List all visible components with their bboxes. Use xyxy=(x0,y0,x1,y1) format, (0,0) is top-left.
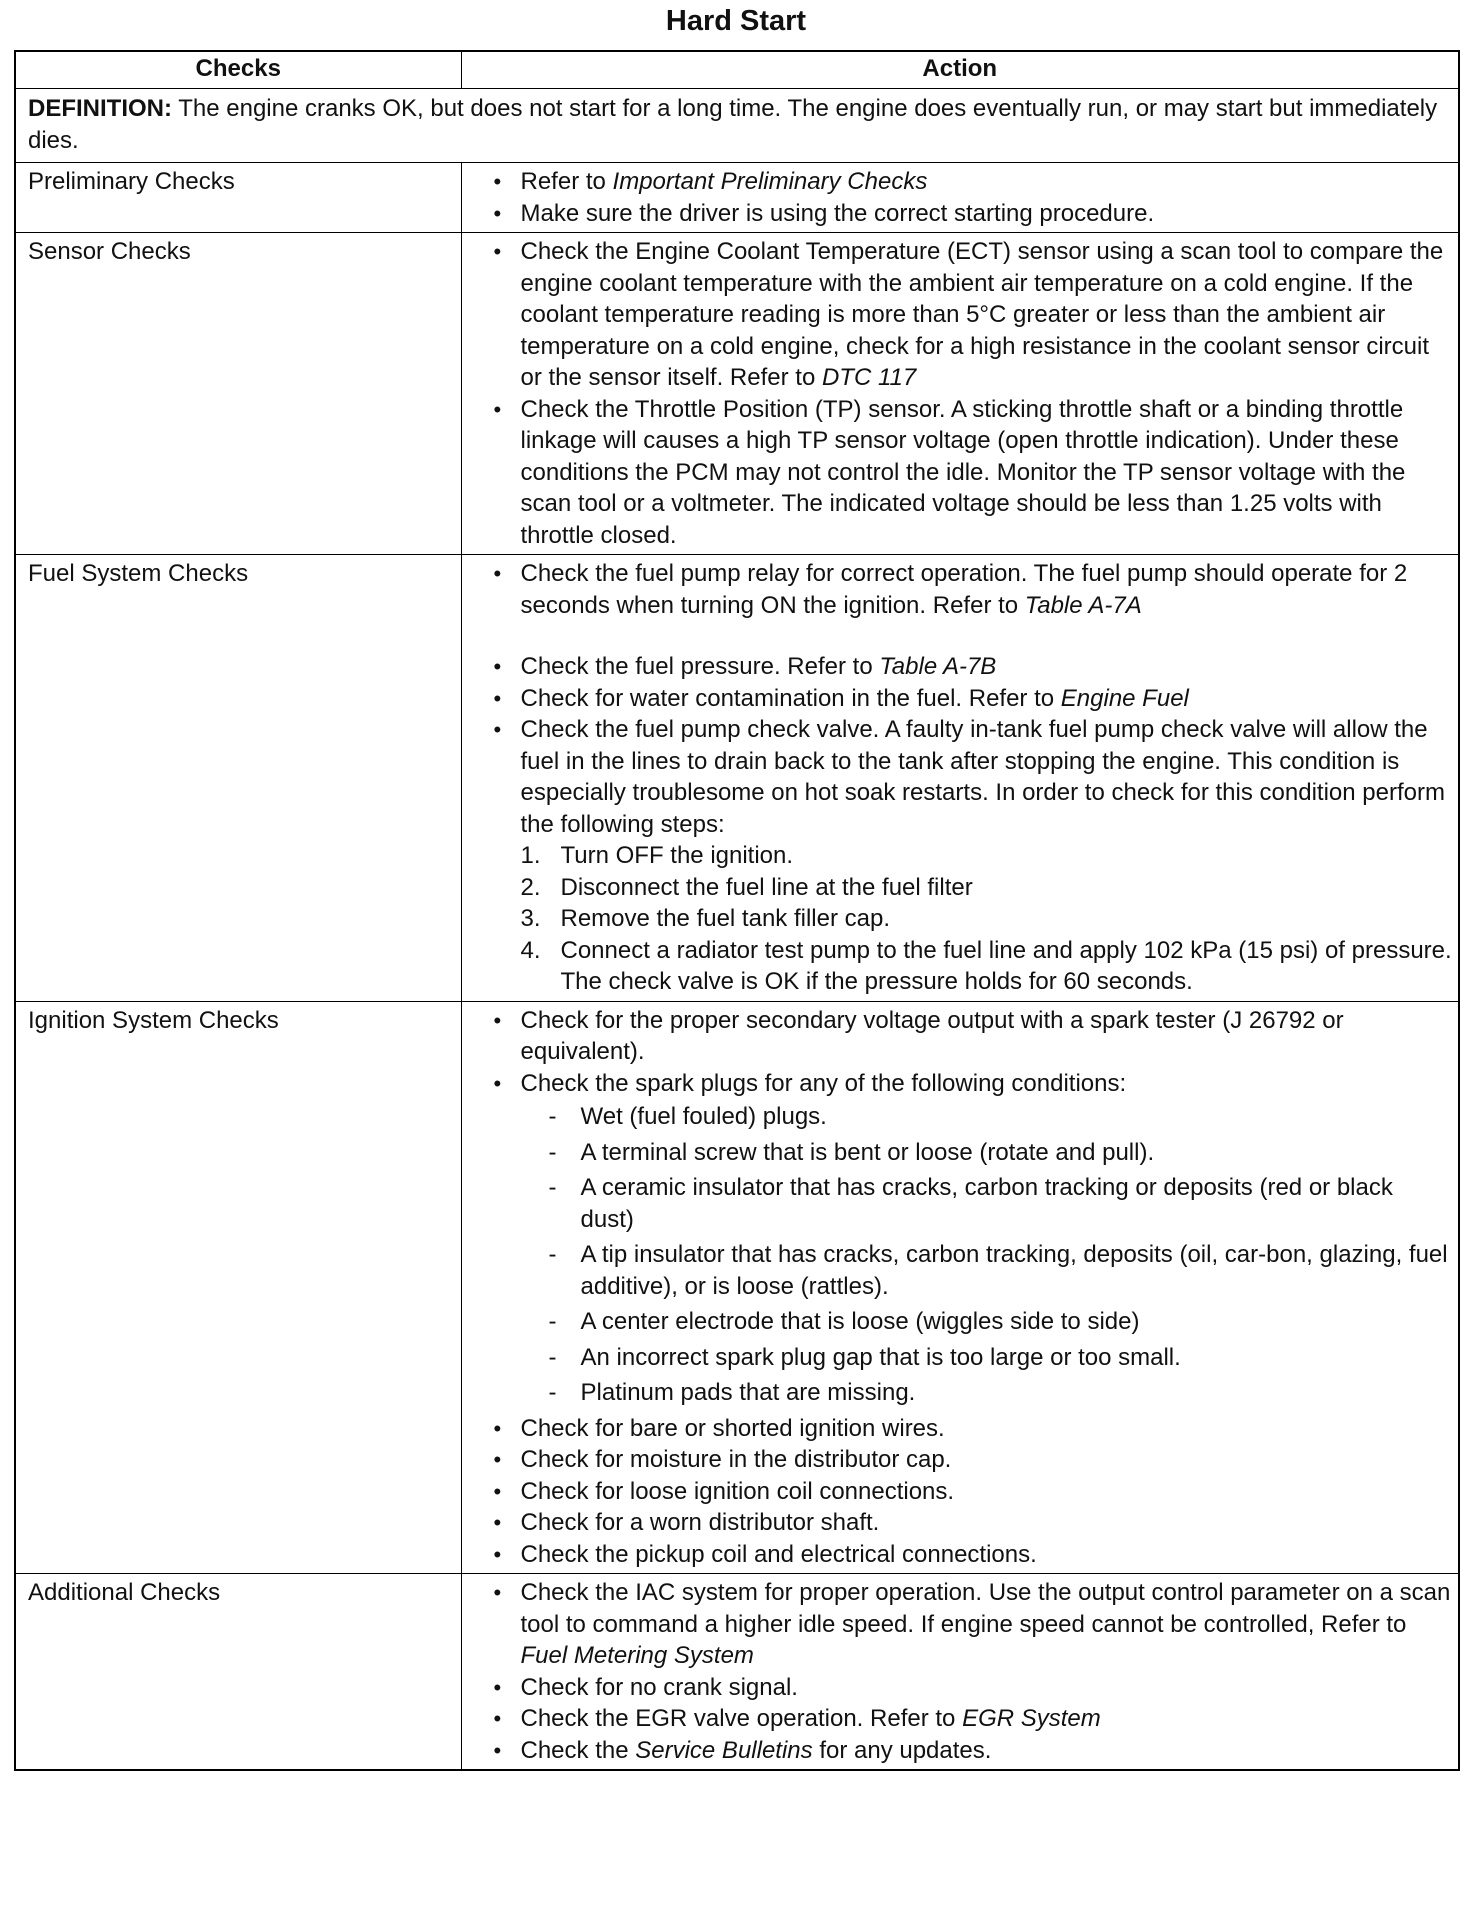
bullet-text: Check for water contamination in the fuel. Refer to xyxy=(520,684,1061,712)
dash-item: - Platinum pads that are missing. xyxy=(521,1377,1453,1409)
definition-label: DEFINITION: xyxy=(28,95,172,122)
step-text: Disconnect the fuel line at the fuel filter xyxy=(560,873,973,901)
action-column-header: Action xyxy=(461,51,1459,89)
list-item: • Check for no crank signal. xyxy=(492,1672,1453,1704)
bullet-text: Check the fuel pressure. Refer to xyxy=(520,653,880,680)
definition-text: The engine cranks OK, but does not start for a long time. The engine does eventually run, or may start but immediately dies. xyxy=(28,95,1438,154)
list-item xyxy=(492,683,1453,715)
check-cell-preliminary: Preliminary Checks xyxy=(15,163,461,233)
table-row xyxy=(15,233,1459,555)
list-item: • Check the Throttle Position (TP) sensor. A sticking throttle shaft or a binding throttle linkage will causes a high TP sensor voltage (open throttle indication). Under these conditions the PCM may not control the idle. Monitor the TP sensor voltage with the scan tool or a voltmeter. The indicated voltage should be less than 1.25 volts with throttle closed. xyxy=(492,394,1453,552)
step-number: 4. xyxy=(520,936,541,964)
bullet-text: Check the fuel pump check valve. A faulty in-tank fuel pump check valve will allow the fuel in the lines to drain back to the tank after stopping the engine. This condition is especially troublesome on hot soak restarts. In order to check for this condition perform the following steps: xyxy=(520,716,1445,838)
dash-list xyxy=(521,1101,1453,1409)
reference-link: Service Bulletins xyxy=(635,1736,813,1764)
action-cell-fuel xyxy=(461,555,1459,1002)
action-cell-sensor xyxy=(461,233,1459,555)
list-item xyxy=(492,1703,1453,1735)
check-cell-ignition: Ignition System Checks xyxy=(15,1001,461,1574)
dash-item: - A tip insulator that has cracks, carbon tracking, deposits (oil, car-bon, glazing, fuel additive), or is loose (rattles). xyxy=(521,1239,1453,1302)
step-number: 3. xyxy=(520,905,541,932)
reference-link: DTC 117 xyxy=(821,364,917,391)
list-item: • Check for loose ignition coil connections. xyxy=(492,1476,1453,1508)
action-cell-ignition xyxy=(461,1001,1459,1574)
bullet-text: Check the IAC system for proper operation. Use the output control parameter on a scan tool to command a higher idle speed. If engine speed cannot be controlled, Refer to xyxy=(520,1579,1451,1638)
list-item xyxy=(492,1068,1453,1409)
step-text: Turn OFF the ignition. xyxy=(560,842,794,869)
bullet-text: Check the xyxy=(520,1736,636,1764)
check-cell-sensor: Sensor Checks xyxy=(15,233,461,555)
reference-link: Table A-7A xyxy=(1024,591,1142,619)
bullet-list xyxy=(492,166,1453,229)
bullet-text: Check the Engine Coolant Temperature (ECT) sensor using a scan tool to compare the engine coolant temperature with the ambient air temperature on a cold engine. If the coolant temperature reading is more than 5°C greater or less than the ambient air temperature on a cold engine, check for a high resistance in the coolant sensor circuit or the sensor itself. Refer to xyxy=(520,238,1444,391)
step-item xyxy=(521,903,1453,935)
reference-link: EGR System xyxy=(962,1705,1101,1732)
bullet-list xyxy=(492,1577,1453,1766)
list-item xyxy=(492,166,1453,198)
step-item xyxy=(521,840,1453,872)
list-item: • Check for the proper secondary voltage output with a spark tester (J 26792 or equivalent). xyxy=(492,1005,1453,1068)
bullet-text: Check the fuel pump relay for correct operation. The fuel pump should operate for 2 seconds when turning ON the ignition. Refer to xyxy=(520,560,1408,619)
list-item: • Make sure the driver is using the correct starting procedure. xyxy=(492,198,1453,230)
dash-item: - An incorrect spark plug gap that is too large or too small. xyxy=(521,1342,1453,1374)
reference-link: Important Preliminary Checks xyxy=(612,168,928,195)
list-item xyxy=(492,236,1453,394)
check-cell-additional: Additional Checks xyxy=(15,1574,461,1771)
list-item: • Check for moisture in the distributor cap. xyxy=(492,1444,1453,1476)
step-text: Remove the fuel tank filler cap. xyxy=(560,905,890,932)
table-row xyxy=(15,163,1459,233)
numbered-steps xyxy=(521,840,1453,998)
bullet-list xyxy=(492,558,1453,998)
table-header-row xyxy=(15,51,1459,89)
check-cell-fuel: Fuel System Checks xyxy=(15,555,461,1002)
definition-cell xyxy=(15,89,1459,163)
step-number: 2. xyxy=(520,873,541,901)
list-item xyxy=(492,714,1453,998)
bullet-text: Check the spark plugs for any of the following conditions: xyxy=(520,1069,1127,1097)
step-text: Connect a radiator test pump to the fuel line and apply 102 kPa (15 psi) of pressure. The check valve is OK if the pressure holds for 60 seconds. xyxy=(560,936,1452,995)
list-item: • Check for a worn distributor shaft. xyxy=(492,1507,1453,1539)
step-item xyxy=(521,872,1453,904)
bullet-list xyxy=(492,1005,1453,1571)
action-cell-additional xyxy=(461,1574,1459,1771)
dash-item: - A center electrode that is loose (wiggles side to side) xyxy=(521,1306,1453,1338)
list-item xyxy=(492,1735,1453,1767)
action-cell-preliminary xyxy=(461,163,1459,233)
definition-row xyxy=(15,89,1459,163)
hard-start-table xyxy=(14,50,1460,1771)
list-item xyxy=(492,651,1453,683)
reference-link: Table A-7B xyxy=(879,653,997,680)
checks-column-header: Checks xyxy=(15,51,461,89)
list-item xyxy=(492,1577,1453,1672)
bullet-text: for any updates. xyxy=(812,1736,992,1764)
reference-link: Engine Fuel xyxy=(1060,684,1189,712)
table-row xyxy=(15,555,1459,1002)
bullet-text: Check the EGR valve operation. Refer to xyxy=(520,1705,963,1732)
document-title: Hard Start xyxy=(665,5,807,37)
bullet-text: Refer to xyxy=(520,168,613,195)
reference-link: Fuel Metering System xyxy=(520,1642,754,1669)
step-number: 1. xyxy=(520,842,541,869)
dash-item: - A ceramic insulator that has cracks, carbon tracking or deposits (red or black dust) xyxy=(521,1172,1453,1235)
table-row xyxy=(15,1574,1459,1771)
table-row xyxy=(15,1001,1459,1574)
list-item: • Check for bare or shorted ignition wires. xyxy=(492,1413,1453,1445)
bullet-list xyxy=(492,236,1453,551)
step-item xyxy=(521,935,1453,998)
dash-item: - Wet (fuel fouled) plugs. xyxy=(521,1101,1453,1133)
list-item: • Check the pickup coil and electrical connections. xyxy=(492,1539,1453,1571)
list-item xyxy=(492,558,1453,621)
dash-item: - A terminal screw that is bent or loose (rotate and pull). xyxy=(521,1137,1453,1169)
